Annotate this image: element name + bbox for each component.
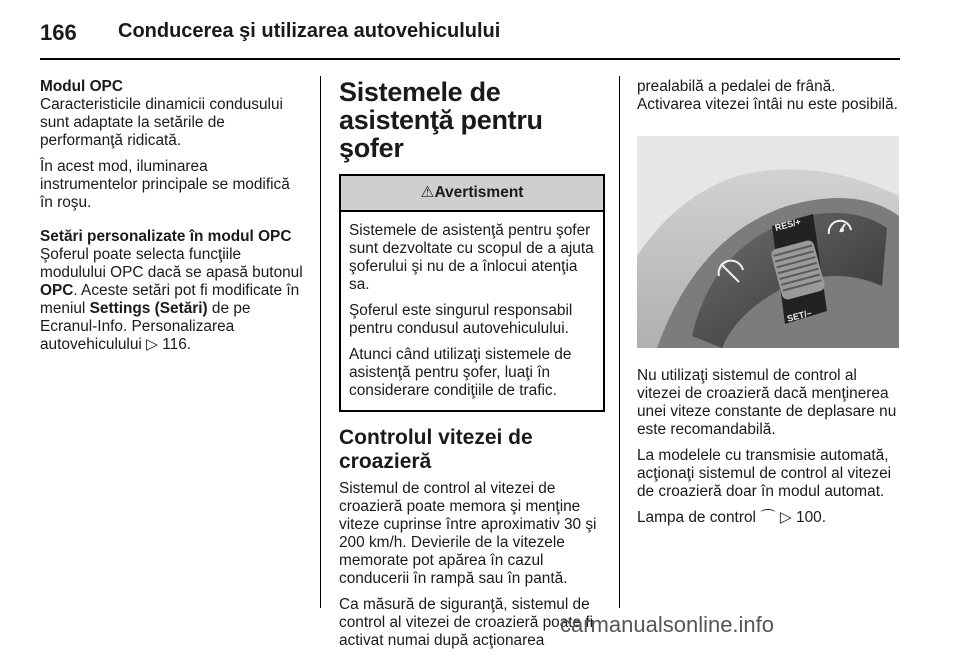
page-ref-link[interactable]: 100. — [796, 509, 826, 526]
settings-heading: Setări personalizate în modul OPC — [40, 228, 292, 245]
column-2 — [339, 78, 605, 658]
cruise-paragraph-1: Sistemul de control al vitezei de croazieră poate memora şi menţine viteze cuprinse între aproximativ 30 şi 200 km/h. Devierile de la vitezele memorate pot apărea în cazul conducerii în rampă sau în pantă. — [339, 480, 597, 587]
warning-body — [341, 212, 603, 410]
cruise-heading: Controlul vitezei de croazieră — [339, 426, 533, 473]
steering-wheel-controls-image — [637, 136, 899, 348]
cruise-paragraph-3: Nu utilizaţi sistemul de control al vitezei de croazieră dacă menţinerea unei viteze constante de deplasare nu este recomandabilă. — [637, 367, 897, 438]
warning-icon: ⚠ — [420, 184, 435, 201]
opc-paragraph-1: Caracteristicile dinamicii condusului sunt adaptate la setările de performanţă ridicată. — [40, 96, 283, 149]
chapter-title: Conducerea şi utilizarea autovehiculului — [118, 20, 501, 42]
page-ref-icon: ▷ — [146, 336, 158, 353]
page-ref-link[interactable]: 116. — [162, 336, 192, 353]
page-header — [40, 14, 920, 54]
opc-paragraph-2: În acest mod, iluminarea instrumentelor principale se modifică în roşu. — [40, 158, 290, 211]
warning-box — [339, 174, 605, 412]
res-label: RES/+ — [773, 216, 802, 233]
opc-button-ref: OPC — [40, 282, 74, 299]
warning-paragraph-3: Atunci când utilizaţi sistemele de asistenţă pentru şofer, luaţi în considerare condiţiile de trafic. — [349, 346, 572, 399]
warning-title: Avertisment — [434, 184, 524, 201]
warning-header — [341, 176, 603, 212]
watermark: carmanualsonline.info — [560, 612, 775, 637]
page-number: 166 — [40, 20, 77, 45]
column-1 — [40, 78, 305, 362]
section-title: Sistemele de asistenţă pentru şofer — [339, 77, 543, 163]
column-3 — [637, 78, 902, 535]
cruise-paragraph-2: Ca măsură de siguranţă, sistemul de control al vitezei de croazieră poate fi activat numai după acţionarea — [339, 596, 594, 649]
set-label: SET/– — [785, 307, 813, 324]
page-ref-icon: ▷ — [779, 509, 792, 526]
settings-menu-ref: Settings (Setări) — [89, 300, 208, 317]
header-rule — [40, 58, 900, 60]
opc-heading: Modul OPC — [40, 78, 123, 95]
warning-paragraph-1: Sistemele de asistenţă pentru şofer sunt dezvoltate cu scopul de a ajuta şoferului şi nu de a înlocui atenţia sa. — [349, 222, 594, 293]
column-divider-2 — [619, 76, 620, 608]
column-divider-1 — [320, 76, 321, 608]
brake-paragraph: prealabilă a pedalei de frână. Activarea vitezei întâi nu este posibilă. — [637, 78, 898, 113]
settings-paragraph: Şoferul poate selecta funcţiile modulului OPC dacă se apasă butonul OPC. Aceste setări pot fi modificate în meniul Settings (Setări) de pe Ecranul-Info. Personalizarea autovehiculului ▷ 116. — [40, 246, 303, 353]
control-lamp-paragraph: Lampa de control ⌒ ▷ 100. — [637, 509, 826, 526]
cruise-lamp-icon: ⌒ — [760, 509, 776, 526]
warning-paragraph-2: Şoferul este singurul responsabil pentru condusul autovehiculului. — [349, 302, 573, 337]
cruise-paragraph-4: La modelele cu transmisie automată, acţionaţi sistemul de control al vitezei de croazieră doar în modul automat. — [637, 447, 892, 500]
